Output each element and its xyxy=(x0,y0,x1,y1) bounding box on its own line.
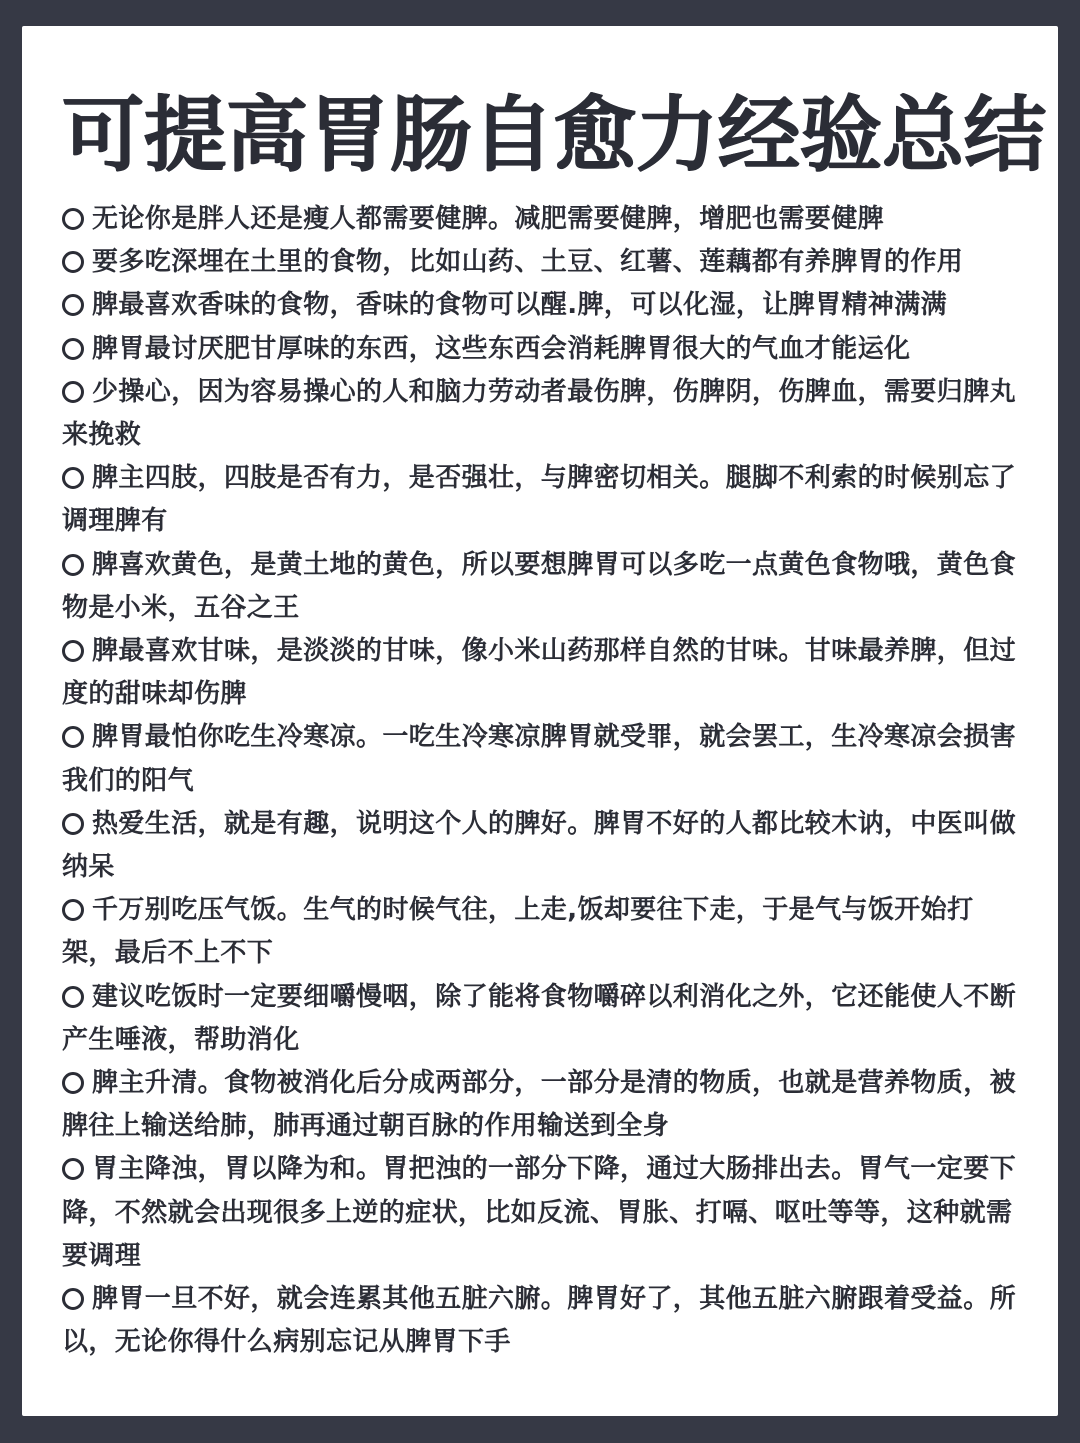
circle-bullet-icon xyxy=(62,251,84,273)
circle-bullet-icon xyxy=(62,338,84,360)
list-item xyxy=(62,889,1022,975)
list-item-text: 脾最喜欢香味的食物，香味的食物可以醒.脾，可以化湿，让脾胃精神满满 xyxy=(92,290,948,321)
list-item-text: 脾主四肢，四肢是否有力，是否强壮，与脾密切相关。腿脚不利索的时候别忘了调理脾有 xyxy=(62,463,1017,537)
list-item-text: 脾喜欢黄色，是黄土地的黄色，所以要想脾胃可以多吃一点黄色食物哦，黄色食物是小米，五谷之王 xyxy=(62,549,1017,623)
circle-bullet-icon xyxy=(62,726,84,748)
list-item xyxy=(62,241,1022,284)
list-item-text: 千万别吃压气饭。生气的时候气往，上走,饭却要往下走，于是气与饭开始打架，最后不上不下 xyxy=(62,895,974,969)
list-item-text: 无论你是胖人还是瘦人都需要健脾。减肥需要健脾，增肥也需要健脾 xyxy=(92,204,885,234)
list-item xyxy=(62,1148,1022,1278)
list-item-text: 要多吃深埋在土里的食物，比如山药、土豆、红薯、莲藕都有养脾胃的作用 xyxy=(92,247,964,278)
list-item xyxy=(62,1278,1022,1364)
circle-bullet-icon xyxy=(62,813,84,835)
content-card xyxy=(22,26,1058,1416)
page-title: 可提高胃肠自愈力经验总结 xyxy=(62,88,1047,183)
list-item xyxy=(62,976,1022,1062)
list-item xyxy=(62,716,1022,802)
list-item-text: 脾主升清。食物被消化后分成两部分，一部分是清的物质，也就是营养物质，被脾往上输送给肺，肺再通过朝百脉的作用输送到全身 xyxy=(62,1068,1017,1142)
circle-bullet-icon xyxy=(62,208,84,230)
list-item xyxy=(62,328,1022,371)
list-item xyxy=(62,803,1022,889)
list-item xyxy=(62,630,1022,716)
circle-bullet-icon xyxy=(62,899,84,921)
list-item xyxy=(62,457,1022,543)
list-item-text: 建议吃饭时一定要细嚼慢咽，除了能将食物嚼碎以利消化之外，它还能使人不断产生唾液，帮助消化 xyxy=(62,981,1017,1055)
circle-bullet-icon xyxy=(62,986,84,1008)
circle-bullet-icon xyxy=(62,381,84,403)
list-item xyxy=(62,544,1022,630)
circle-bullet-icon xyxy=(62,467,84,489)
circle-bullet-icon xyxy=(62,554,84,576)
list-item-text: 脾胃最怕你吃生冷寒凉。一吃生冷寒凉脾胃就受罪，就会罢工，生冷寒凉会损害我们的阳气 xyxy=(62,722,1017,796)
list-item-text: 胃主降浊，胃以降为和。胃把浊的一部分下降，通过大肠排出去。胃气一定要下降，不然就会出现很多上逆的症状，比如反流、胃胀、打嗝、呕吐等等，这种就需要调理 xyxy=(62,1154,1017,1271)
list-item xyxy=(62,198,1022,241)
tips-list xyxy=(62,198,1022,1364)
list-item xyxy=(62,1062,1022,1148)
list-item-text: 脾胃最讨厌肥甘厚味的东西，这些东西会消耗脾胃很大的气血才能运化 xyxy=(92,333,911,364)
circle-bullet-icon xyxy=(62,1158,84,1180)
list-item-text: 脾胃一旦不好，就会连累其他五脏六腑。脾胃好了，其他五脏六腑跟着受益。所以，无论你得什么病别忘记从脾胃下手 xyxy=(62,1284,1017,1358)
list-item xyxy=(62,284,1022,327)
circle-bullet-icon xyxy=(62,294,84,316)
list-item-text: 脾最喜欢甘味，是淡淡的甘味，像小米山药那样自然的甘味。甘味最养脾，但过度的甜味却伤脾 xyxy=(62,636,1017,710)
list-item xyxy=(62,371,1022,457)
circle-bullet-icon xyxy=(62,1072,84,1094)
list-item-text: 少操心，因为容易操心的人和脑力劳动者最伤脾，伤脾阴，伤脾血，需要归脾丸来挽救 xyxy=(62,376,1017,451)
circle-bullet-icon xyxy=(62,640,84,662)
list-item-text: 热爱生活，就是有趣，说明这个人的脾好。脾胃不好的人都比较木讷，中医叫做纳呆 xyxy=(62,808,1017,883)
circle-bullet-icon xyxy=(62,1288,84,1310)
